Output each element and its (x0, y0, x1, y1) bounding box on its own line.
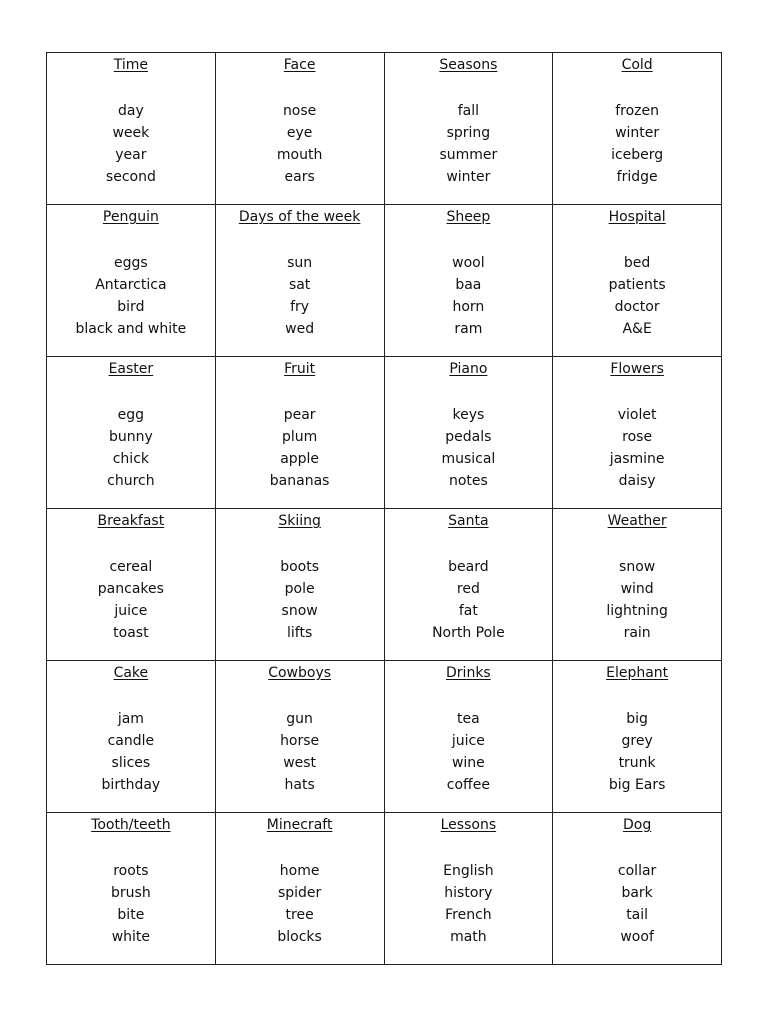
card-word-list (216, 860, 384, 948)
card-title: Skiing (278, 513, 321, 529)
card-word: frozen (615, 103, 660, 119)
card-word-list (553, 404, 721, 492)
card-title: Days of the week (238, 209, 361, 225)
card-word: woof (620, 929, 654, 945)
card-word: birthday (101, 777, 161, 793)
card-word-list (553, 100, 721, 188)
card-word: eggs (114, 255, 148, 271)
card-word: violet (617, 407, 657, 423)
card-word: tail (626, 907, 649, 923)
card-title: Flowers (610, 361, 664, 377)
card-row (47, 205, 722, 357)
card-word: day (117, 103, 144, 119)
card-word-list (47, 404, 215, 492)
card-title: Weather (607, 513, 667, 529)
card-word: rain (623, 625, 651, 641)
card-word-list (553, 252, 721, 340)
card-word: bed (623, 255, 651, 271)
card-word: North Pole (432, 625, 505, 641)
card-word: fry (290, 299, 310, 315)
card-word: plum (281, 429, 318, 445)
card-word: wine (451, 755, 485, 771)
card-title: Piano (449, 361, 488, 377)
card-row (47, 661, 722, 813)
card-word: collar (617, 863, 657, 879)
card-word: church (107, 473, 155, 489)
card-word: lightning (606, 603, 668, 619)
card-word-list (216, 404, 384, 492)
card-word: beard (448, 559, 489, 575)
card-word: blocks (277, 929, 322, 945)
word-card (215, 357, 384, 509)
word-card (553, 509, 722, 661)
card-word: west (283, 755, 317, 771)
card-word: trunk (618, 755, 656, 771)
card-word: toast (113, 625, 149, 641)
word-card (47, 53, 216, 205)
card-word: roots (113, 863, 149, 879)
card-word: pear (283, 407, 316, 423)
card-word: apple (280, 451, 320, 467)
card-word: week (112, 125, 150, 141)
word-card (553, 661, 722, 813)
card-word: gun (286, 711, 313, 727)
card-word: bananas (269, 473, 330, 489)
card-word: chick (112, 451, 149, 467)
card-word: fall (457, 103, 480, 119)
word-card (384, 509, 553, 661)
card-title: Fruit (284, 361, 316, 377)
card-word: patients (608, 277, 666, 293)
card-word: iceberg (611, 147, 664, 163)
card-title: Hospital (608, 209, 666, 225)
card-word: musical (441, 451, 496, 467)
card-word: horse (280, 733, 320, 749)
card-word: home (279, 863, 320, 879)
card-word: red (456, 581, 480, 597)
card-word-list (47, 556, 215, 644)
card-word: white (111, 929, 151, 945)
card-title: Face (283, 57, 316, 73)
card-title: Cold (621, 57, 653, 73)
card-word: juice (114, 603, 148, 619)
word-card-grid (46, 52, 722, 965)
card-word: English (443, 863, 494, 879)
card-word: big (626, 711, 648, 727)
card-word: grey (621, 733, 653, 749)
card-word: fridge (616, 169, 658, 185)
card-word: history (444, 885, 493, 901)
card-row (47, 509, 722, 661)
card-word: rose (622, 429, 653, 445)
card-word: cereal (109, 559, 153, 575)
word-card (47, 813, 216, 965)
card-title: Drinks (446, 665, 491, 681)
card-word: tea (457, 711, 480, 727)
word-card (215, 53, 384, 205)
card-word: slices (111, 755, 151, 771)
card-title: Time (113, 57, 148, 73)
word-card (215, 813, 384, 965)
card-title: Dog (623, 817, 652, 833)
card-word-list (47, 860, 215, 948)
card-word-list (385, 860, 553, 948)
card-word: brush (111, 885, 151, 901)
card-word-list (553, 860, 721, 948)
card-word: big Ears (608, 777, 666, 793)
card-word: notes (448, 473, 488, 489)
word-card (215, 205, 384, 357)
card-title: Santa (448, 513, 489, 529)
card-word: bunny (108, 429, 153, 445)
card-title: Cake (113, 665, 149, 681)
card-word: A&E (622, 321, 652, 337)
card-word: tree (285, 907, 314, 923)
card-word: wind (620, 581, 654, 597)
card-title: Minecraft (266, 817, 333, 833)
card-word: juice (451, 733, 485, 749)
card-word: pole (284, 581, 315, 597)
card-word-list (216, 556, 384, 644)
card-row (47, 53, 722, 205)
word-card (47, 509, 216, 661)
card-title: Breakfast (97, 513, 165, 529)
word-card (384, 813, 553, 965)
card-word: mouth (276, 147, 323, 163)
card-word: winter (615, 125, 660, 141)
card-word: jam (117, 711, 144, 727)
card-word-list (216, 252, 384, 340)
card-title: Sheep (446, 209, 491, 225)
word-card (384, 661, 553, 813)
card-word-list (553, 708, 721, 796)
card-word: coffee (446, 777, 490, 793)
card-word: daisy (618, 473, 656, 489)
card-word: eye (286, 125, 313, 141)
card-word: year (115, 147, 147, 163)
card-word: summer (439, 147, 498, 163)
word-card (384, 205, 553, 357)
card-word: keys (452, 407, 485, 423)
card-word: sun (287, 255, 313, 271)
card-title: Cowboys (268, 665, 332, 681)
grid-body (47, 53, 722, 965)
word-card (553, 53, 722, 205)
card-word: second (105, 169, 156, 185)
card-word-list (385, 100, 553, 188)
card-word: baa (455, 277, 482, 293)
card-word: doctor (614, 299, 660, 315)
word-card (215, 661, 384, 813)
card-word-list (47, 100, 215, 188)
word-card (384, 357, 553, 509)
card-word-list (385, 404, 553, 492)
card-word: spider (277, 885, 322, 901)
card-word-list (47, 708, 215, 796)
word-card (215, 509, 384, 661)
card-word: Antarctica (95, 277, 167, 293)
card-row (47, 813, 722, 965)
card-title: Elephant (606, 665, 669, 681)
card-title: Penguin (102, 209, 159, 225)
card-word-list (47, 252, 215, 340)
card-word: math (450, 929, 487, 945)
word-card (553, 813, 722, 965)
card-word: French (445, 907, 492, 923)
card-word: nose (282, 103, 317, 119)
word-card (47, 357, 216, 509)
card-title: Seasons (439, 57, 498, 73)
card-word: ears (284, 169, 315, 185)
card-word: sat (288, 277, 311, 293)
card-word: snow (281, 603, 318, 619)
card-word-list (216, 708, 384, 796)
card-word: bird (117, 299, 145, 315)
card-word: horn (452, 299, 485, 315)
card-word-list (553, 556, 721, 644)
card-word: jasmine (609, 451, 665, 467)
card-word: boots (280, 559, 320, 575)
card-word: egg (117, 407, 145, 423)
card-word: candle (107, 733, 155, 749)
word-card (47, 661, 216, 813)
card-title: Lessons (440, 817, 497, 833)
card-word: pancakes (97, 581, 164, 597)
card-word: black and white (75, 321, 187, 337)
word-card (553, 357, 722, 509)
card-word: wed (285, 321, 315, 337)
card-word: hats (284, 777, 315, 793)
card-word-list (385, 708, 553, 796)
card-word: bite (117, 907, 145, 923)
card-word: winter (446, 169, 491, 185)
card-word-list (385, 556, 553, 644)
card-word: pedals (445, 429, 492, 445)
card-word: lifts (287, 625, 313, 641)
word-card (384, 53, 553, 205)
card-word-list (216, 100, 384, 188)
card-word: bark (621, 885, 653, 901)
word-card (47, 205, 216, 357)
card-row (47, 357, 722, 509)
card-word: wool (452, 255, 485, 271)
card-word: spring (446, 125, 491, 141)
word-card (553, 205, 722, 357)
card-word: ram (454, 321, 483, 337)
card-title: Easter (108, 361, 154, 377)
card-word: snow (619, 559, 656, 575)
card-word: fat (458, 603, 478, 619)
card-title: Tooth/teeth (91, 817, 171, 833)
card-word-list (385, 252, 553, 340)
